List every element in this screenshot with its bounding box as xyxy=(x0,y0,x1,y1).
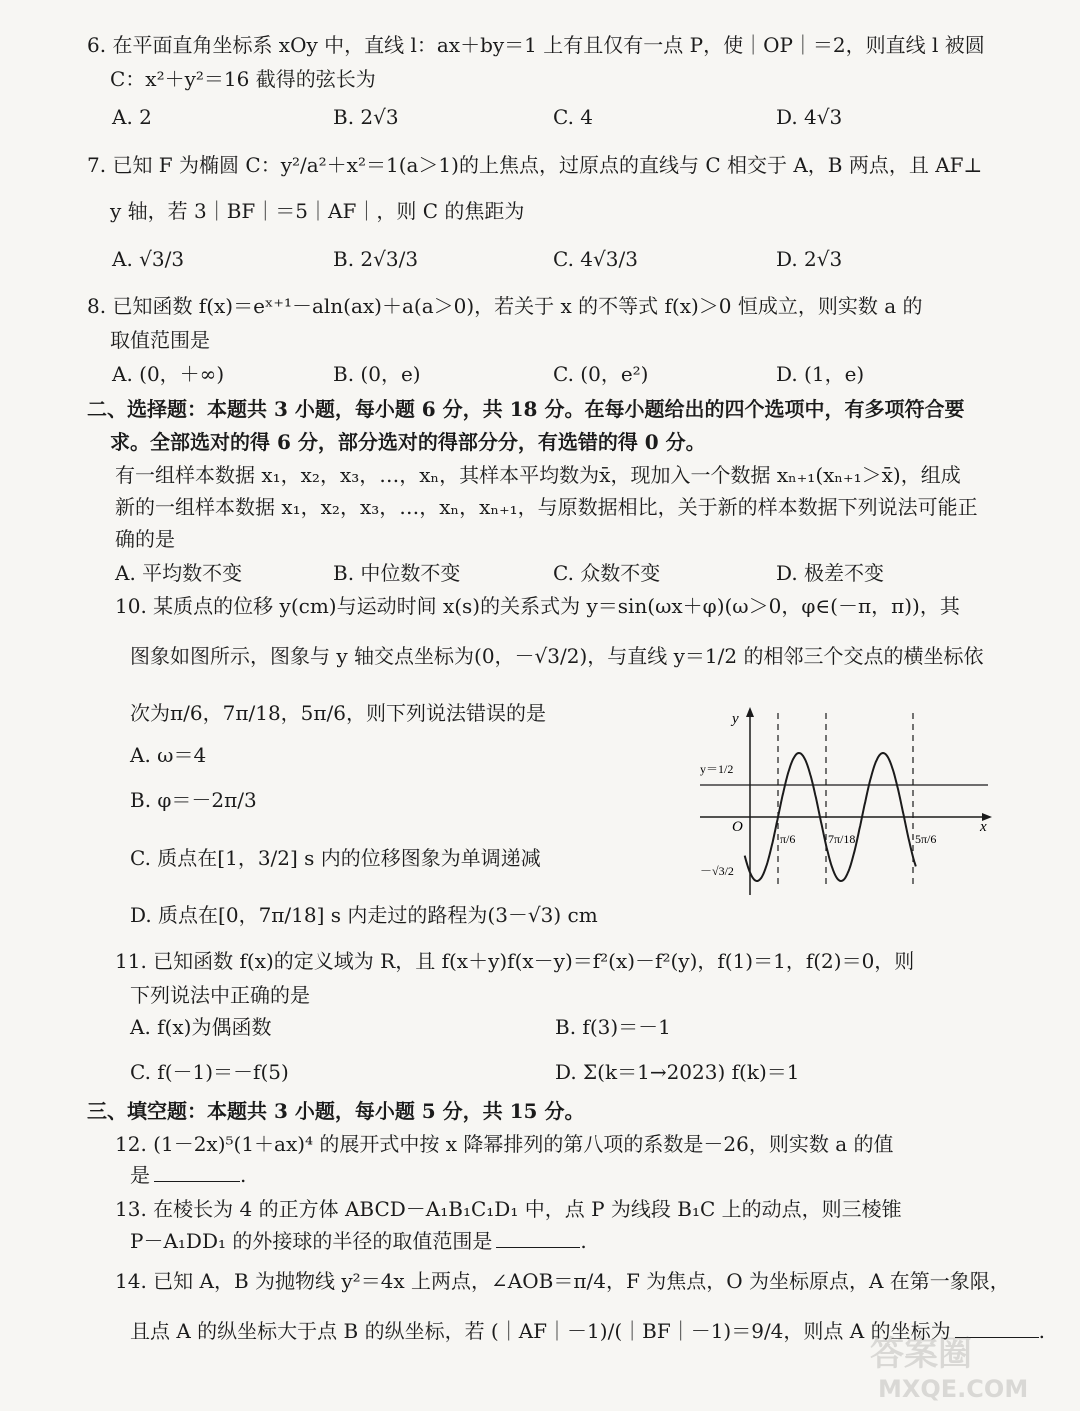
q11-line1: 11. 已知函数 f(x)的定义域为 R，且 f(x＋y)f(x－y)＝f²(x)－f²(y)，f(1)＝1，f(2)＝0，则 xyxy=(115,949,915,973)
q11-option-a: A. f(x)为偶函数 xyxy=(130,1015,272,1039)
q12-line2 xyxy=(130,1162,246,1188)
q8-option-a: A. (0，＋∞) xyxy=(112,362,225,386)
intercept-label: －√3/2 xyxy=(700,864,734,878)
q12-line2-text: 是 xyxy=(130,1163,150,1187)
q9-line1: 有一组样本数据 x₁，x₂，x₃，…，xₙ，其样本平均数为x̄，现加入一个数据 xₙ₊₁(xₙ₊₁＞x̄)，组成 xyxy=(115,463,961,487)
origin-label: O xyxy=(732,819,743,835)
q6-line1: 6. 在平面直角坐标系 xOy 中，直线 l：ax＋by＝1 上有且仅有一点 P，使｜OP｜＝2，则直线 l 被圆 xyxy=(87,33,985,57)
q9-line2: 新的一组样本数据 x₁，x₂，x₃，…，xₙ，xₙ₊₁，与原数据相比，关于新的样本数据下列说法可能正 xyxy=(115,495,978,519)
tick-label-pi6: π/6 xyxy=(780,832,796,846)
q12-line1: 12. (1－2x)⁵(1＋ax)⁴ 的展开式中按 x 降幂排列的第八项的系数是－26，则实数 a 的值 xyxy=(115,1132,894,1156)
x-axis-label: x xyxy=(980,819,987,835)
q9-option-c: C. 众数不变 xyxy=(553,561,661,585)
q12-period: . xyxy=(240,1163,247,1187)
q10-line1: 10. 某质点的位移 y(cm)与运动时间 x(s)的关系式为 y＝sin(ωx＋φ)(ω＞0，φ∈(－π，π))，其 xyxy=(115,594,960,618)
section3-heading: 三、填空题：本题共 3 小题，每小题 5 分，共 15 分。 xyxy=(87,1099,585,1123)
q10-option-a: A. ω＝4 xyxy=(130,743,207,767)
q10-line3: 次为π/6，7π/18，5π/6，则下列说法错误的是 xyxy=(130,701,546,725)
q7-option-c: C. 4√3/3 xyxy=(553,247,638,271)
q10-line2: 图象如图所示，图象与 y 轴交点坐标为(0，－√3/2)，与直线 y＝1/2 的相邻三个交点的横坐标依 xyxy=(130,644,984,668)
y-axis-label: y xyxy=(732,711,739,727)
q7-line2: y 轴，若 3｜BF｜＝5｜AF｜，则 C 的焦距为 xyxy=(110,199,525,223)
tick-label-7pi18: 7π/18 xyxy=(828,832,856,846)
q13-answer-blank[interactable] xyxy=(496,1229,580,1248)
half-line-label: y＝1/2 xyxy=(700,762,734,776)
q11-option-b: B. f(3)＝－1 xyxy=(555,1015,671,1039)
q9-option-b: B. 中位数不变 xyxy=(333,561,461,585)
q6-line2: C：x²＋y²＝16 截得的弦长为 xyxy=(110,67,376,91)
q6-option-b: B. 2√3 xyxy=(333,105,399,129)
y-axis-arrow xyxy=(746,707,754,717)
sine-graph-figure xyxy=(700,705,996,897)
q8-line2: 取值范围是 xyxy=(110,328,210,352)
q8-option-d: D. (1，e) xyxy=(776,362,865,386)
q10-option-d: D. 质点在[0，7π/18] s 内走过的路程为(3－√3) cm xyxy=(130,903,598,927)
q8-option-c: C. (0，e²) xyxy=(553,362,649,386)
q9-option-a: A. 平均数不变 xyxy=(115,561,243,585)
q14-period: . xyxy=(1038,1319,1045,1343)
q14-line1: 14. 已知 A，B 为抛物线 y²＝4x 上两点，∠AOB＝π/4，F 为焦点，O 为坐标原点，A 在第一象限， xyxy=(115,1269,1010,1293)
q9-line3: 确的是 xyxy=(115,527,175,551)
q6-option-d: D. 4√3 xyxy=(776,105,843,129)
q13-line1: 13. 在棱长为 4 的正方体 ABCD－A₁B₁C₁D₁ 中，点 P 为线段 B₁C 上的动点，则三棱锥 xyxy=(115,1197,902,1221)
q13-period: . xyxy=(580,1229,587,1253)
svg-text:MXQE.COM: MXQE.COM xyxy=(878,1375,1029,1403)
q7-option-a: A. √3/3 xyxy=(112,247,185,271)
q11-option-c: C. f(－1)＝－f(5) xyxy=(130,1060,289,1084)
q10-option-c: C. 质点在[1，3/2] s 内的位移图象为单调递减 xyxy=(130,846,541,870)
q6-option-a: A. 2 xyxy=(112,105,152,129)
q11-option-d: D. Σ(k＝1→2023) f(k)＝1 xyxy=(555,1060,800,1084)
q10-option-b: B. φ＝－2π/3 xyxy=(130,788,257,812)
q6-option-c: C. 4 xyxy=(553,105,594,129)
q7-option-d: D. 2√3 xyxy=(776,247,843,271)
q8-line1: 8. 已知函数 f(x)＝eˣ⁺¹－aln(ax)＋a(a＞0)，若关于 x 的不等式 f(x)＞0 恒成立，则实数 a 的 xyxy=(87,294,923,318)
q8-option-b: B. (0，e) xyxy=(333,362,421,386)
section2-heading-line1: 二、选择题：本题共 3 小题，每小题 6 分，共 18 分。在每小题给出的四个选项中，有多项符合要 xyxy=(87,397,965,421)
watermark-logo xyxy=(860,1323,1050,1403)
q13-line2-text: P－A₁DD₁ 的外接球的半径的取值范围是 xyxy=(130,1229,493,1253)
q7-option-b: B. 2√3/3 xyxy=(333,247,419,271)
q14-line2-text: 且点 A 的纵坐标大于点 B 的纵坐标，若 (｜AF｜－1)/(｜BF｜－1)＝9/4，则点 A 的坐标为 xyxy=(130,1319,951,1343)
q9-option-d: D. 极差不变 xyxy=(776,561,885,585)
tick-label-5pi6: 5π/6 xyxy=(915,832,937,846)
q12-answer-blank[interactable] xyxy=(154,1163,240,1182)
svg-text:答案圈: 答案圈 xyxy=(870,1334,972,1374)
section2-heading-line2: 求。全部选对的得 6 分，部分选对的得部分分，有选错的得 0 分。 xyxy=(110,430,706,454)
q7-line1: 7. 已知 F 为椭圆 C：y²/a²＋x²＝1(a＞1)的上焦点，过原点的直线与 C 相交于 A，B 两点，且 AF⊥ xyxy=(87,153,983,177)
q13-line2 xyxy=(130,1228,587,1254)
q11-line2: 下列说法中正确的是 xyxy=(130,983,310,1007)
